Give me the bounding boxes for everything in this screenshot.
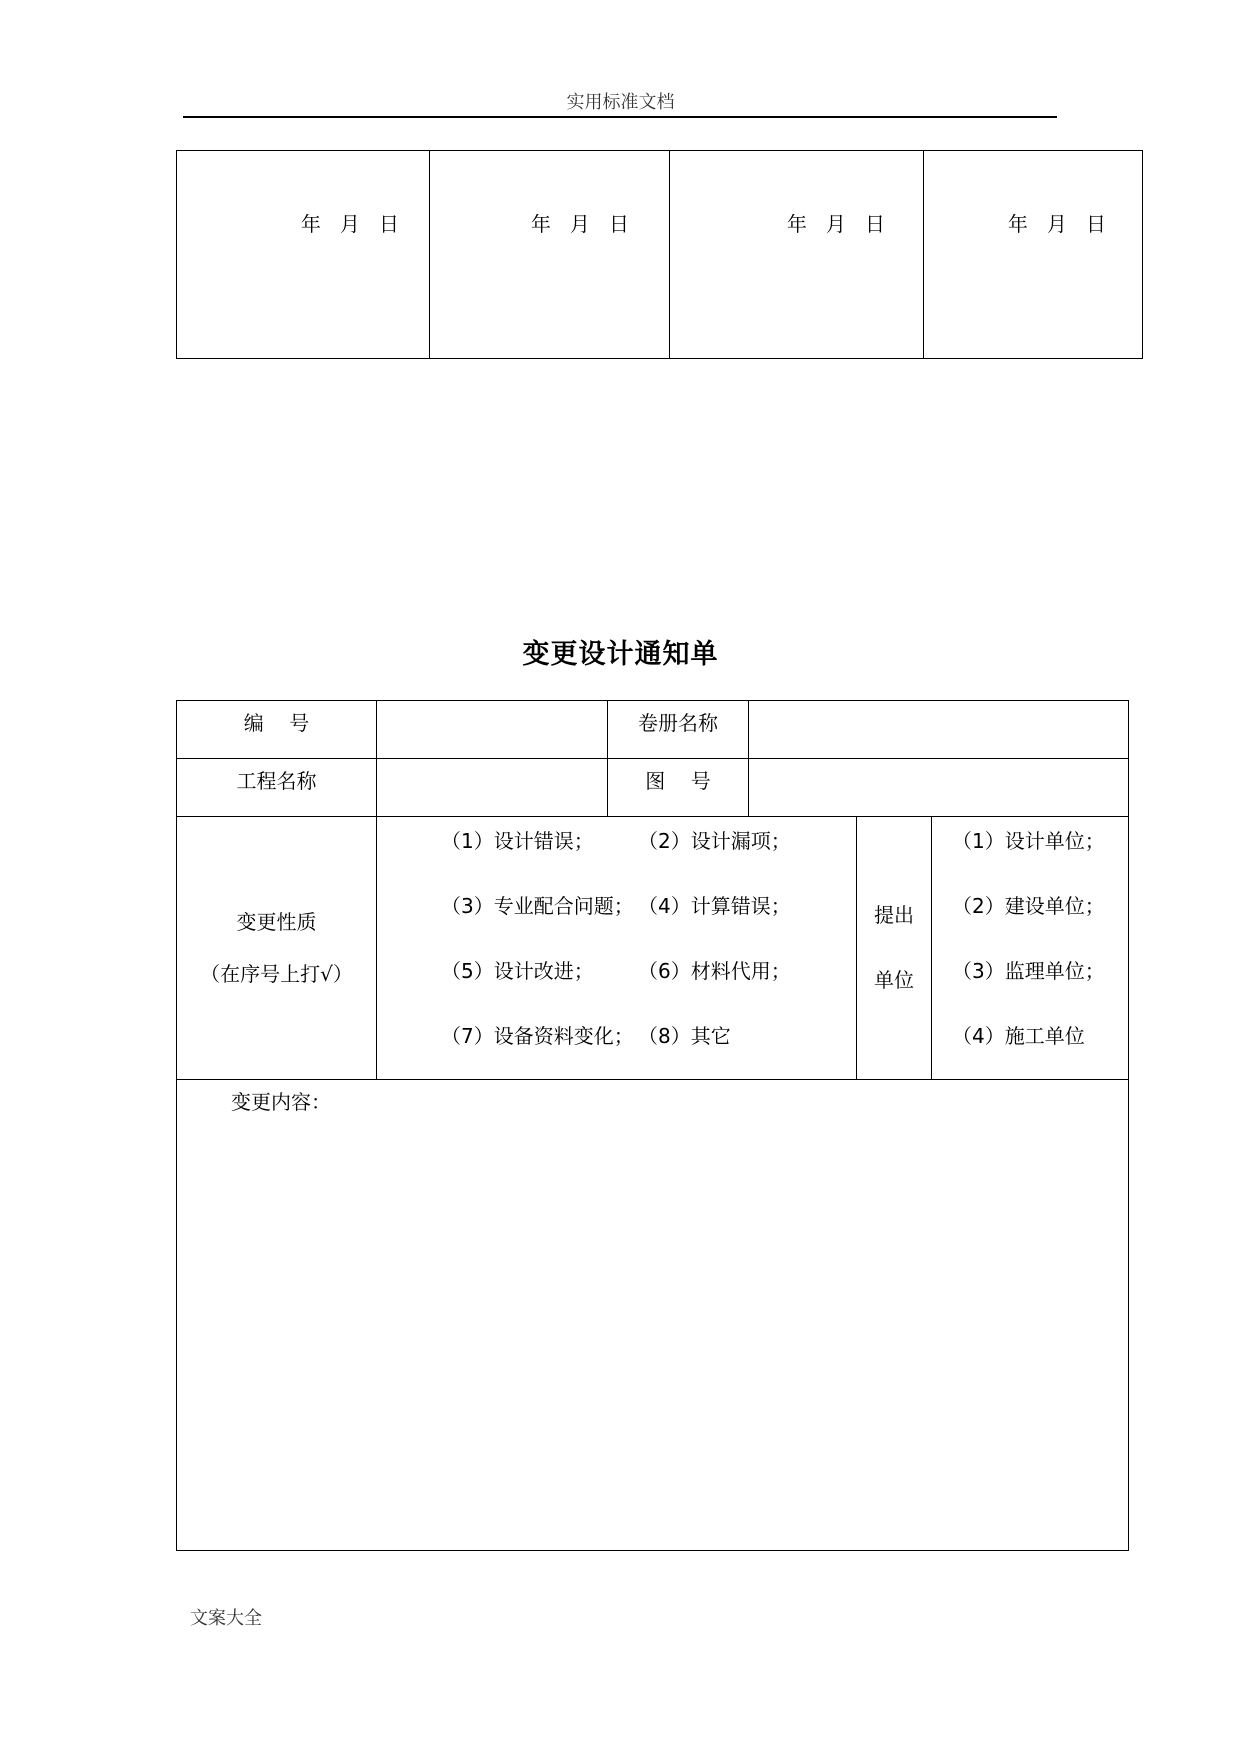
proposer-label-line1: 提出 xyxy=(874,903,914,927)
option-1[interactable]: （1）设计错误； xyxy=(441,829,594,853)
change-content-cell[interactable] xyxy=(177,1080,1129,1551)
document-title: 变更设计通知单 xyxy=(522,639,719,670)
option-4[interactable]: （4）计算错误； xyxy=(638,894,791,918)
date-text: 年 月 日 xyxy=(786,212,885,236)
change-notice-form xyxy=(176,700,1129,1551)
signature-date-table xyxy=(176,150,1143,359)
option-row xyxy=(441,949,856,1014)
serial-field[interactable] xyxy=(377,701,608,759)
date-cell[interactable] xyxy=(924,151,1143,359)
date-cell[interactable] xyxy=(430,151,670,359)
change-nature-hint: （在序号上打√） xyxy=(200,962,353,986)
option-5[interactable]: （5）设计改进； xyxy=(441,959,594,983)
date-cell[interactable] xyxy=(177,151,430,359)
option-3[interactable]: （3）专业配合问题； xyxy=(441,894,634,918)
drawing-number-field[interactable] xyxy=(749,759,1129,817)
change-nature-options xyxy=(377,817,857,1080)
date-text: 年 月 日 xyxy=(300,212,399,236)
option-7[interactable]: （7）设备资料变化； xyxy=(441,1024,634,1048)
project-name-label: 工程名称 xyxy=(177,759,377,817)
date-text: 年 月 日 xyxy=(530,212,629,236)
option-row xyxy=(441,884,856,949)
proposer-label-cell xyxy=(857,817,932,1080)
serial-label: 编 号 xyxy=(177,701,377,759)
change-nature-label-cell xyxy=(177,817,377,1080)
change-content-label: 变更内容： xyxy=(231,1090,331,1114)
project-name-field[interactable] xyxy=(377,759,608,817)
page-header: 实用标准文档 xyxy=(566,92,675,113)
unit-design[interactable]: （1）设计单位； xyxy=(952,829,1105,853)
date-text: 年 月 日 xyxy=(1007,212,1106,236)
option-6[interactable]: （6）材料代用； xyxy=(638,959,791,983)
drawing-number-label: 图 号 xyxy=(608,759,749,817)
proposer-units xyxy=(932,817,1129,1080)
header-rule xyxy=(183,116,1057,118)
option-8[interactable]: （8）其它 xyxy=(638,1024,731,1048)
volume-name-field[interactable] xyxy=(749,701,1129,759)
unit-owner[interactable]: （2）建设单位； xyxy=(952,894,1105,918)
proposer-label-line2: 单位 xyxy=(874,968,914,992)
date-cell[interactable] xyxy=(670,151,924,359)
volume-name-label: 卷册名称 xyxy=(608,701,749,759)
unit-supervision[interactable]: （3）监理单位； xyxy=(952,959,1105,983)
option-row xyxy=(441,1014,856,1079)
page-footer: 文案大全 xyxy=(190,1608,262,1629)
option-row xyxy=(441,819,856,884)
unit-construction[interactable]: （4）施工单位 xyxy=(952,1024,1085,1048)
change-nature-label: 变更性质 xyxy=(236,910,317,934)
option-2[interactable]: （2）设计漏项； xyxy=(638,829,791,853)
